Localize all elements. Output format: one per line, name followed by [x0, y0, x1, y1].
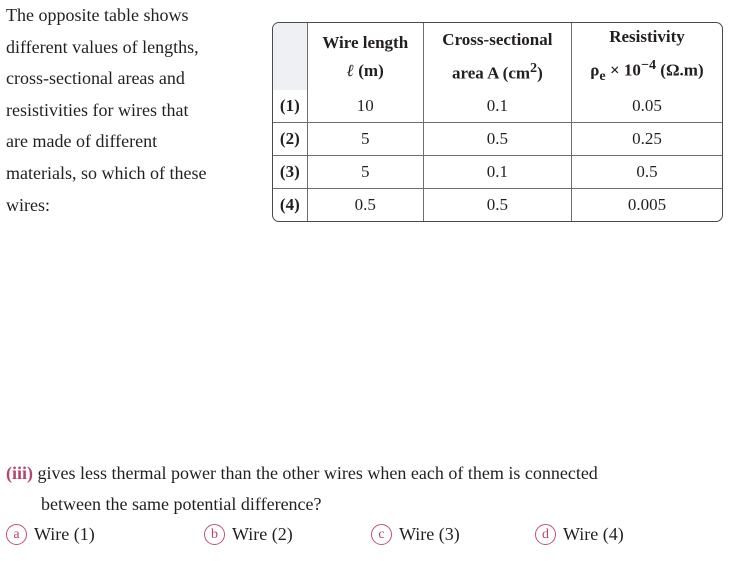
- option-letter-badge: d: [535, 524, 556, 545]
- cell-area: 0.1: [424, 90, 572, 123]
- header-cross-sectional-area: [424, 23, 572, 90]
- length-unit: (m): [358, 60, 384, 80]
- option-d[interactable]: [535, 524, 624, 545]
- header-area-title: Cross-sectional: [442, 29, 553, 49]
- option-letter-badge: a: [6, 524, 27, 545]
- option-label: Wire (4): [563, 524, 624, 544]
- intro-line: cross-sectional areas and: [6, 68, 185, 89]
- cell-length: 5: [308, 123, 424, 156]
- option-letter-badge: b: [204, 524, 225, 545]
- row-label: (4): [273, 189, 308, 221]
- cell-resistivity: 0.05: [572, 90, 722, 123]
- intro-line: different values of lengths,: [6, 36, 199, 57]
- cell-area: 0.5: [424, 189, 572, 221]
- header-blank-cell: [273, 23, 308, 90]
- header-length-title: Wire length: [322, 32, 409, 52]
- option-letter-badge: c: [371, 524, 392, 545]
- area-text: area A: [451, 63, 499, 83]
- resistivity-exponent: −4: [640, 57, 657, 73]
- intro-text: [6, 0, 256, 221]
- resistivity-multiplier: × 10: [609, 60, 641, 80]
- rho-symbol: ρ: [590, 60, 600, 80]
- length-symbol: ℓ: [346, 60, 355, 80]
- intro-line: resistivities for wires that: [6, 99, 189, 120]
- header-resistivity-unit: [572, 51, 722, 90]
- header-resistivity-title: Resistivity: [609, 27, 685, 46]
- rho-subscript: e: [599, 68, 606, 85]
- header-wire-length: [308, 23, 424, 90]
- option-label: Wire (2): [232, 524, 293, 544]
- table-row: [273, 189, 722, 221]
- cell-length: 0.5: [308, 189, 424, 221]
- intro-line: The opposite table shows: [6, 5, 189, 25]
- table-header-row: [273, 23, 722, 90]
- option-label: Wire (1): [34, 524, 95, 544]
- row-label: (1): [273, 90, 308, 123]
- header-area-unit: [424, 54, 571, 88]
- table-row: [273, 123, 722, 156]
- table-row: [273, 156, 722, 189]
- option-label: Wire (3): [399, 524, 460, 544]
- question-line-2: between the same potential difference?: [41, 494, 322, 514]
- intro-line: materials, so which of these: [6, 162, 207, 183]
- option-b[interactable]: [204, 524, 293, 545]
- intro-line: are made of different: [6, 131, 158, 152]
- wire-table: [272, 22, 723, 222]
- question-number: (iii): [6, 463, 33, 483]
- cell-area: 0.1: [424, 156, 572, 189]
- cell-area: 0.5: [424, 123, 572, 156]
- cell-length: 10: [308, 90, 424, 123]
- area-unit-open: (cm: [502, 63, 531, 83]
- cell-resistivity: 0.25: [572, 123, 722, 156]
- question-text: [6, 458, 746, 520]
- resistivity-unit: (Ω.m): [660, 60, 704, 80]
- row-label: (2): [273, 123, 308, 156]
- cell-length: 5: [308, 156, 424, 189]
- cell-resistivity: 0.005: [627, 195, 667, 215]
- answer-options: [6, 524, 746, 554]
- header-length-unit: [308, 57, 423, 85]
- cell-resistivity: 0.5: [572, 156, 722, 189]
- table-row: [273, 90, 722, 123]
- row-label: (3): [273, 156, 308, 189]
- header-resistivity: [572, 23, 722, 90]
- option-c[interactable]: [371, 524, 460, 545]
- option-a[interactable]: [6, 524, 95, 545]
- question-line-1: gives less thermal power than the other wires when each of them is connected: [37, 463, 598, 483]
- intro-line: wires:: [6, 194, 50, 215]
- area-unit-exponent: 2: [530, 59, 538, 76]
- area-unit-close: ): [537, 63, 543, 83]
